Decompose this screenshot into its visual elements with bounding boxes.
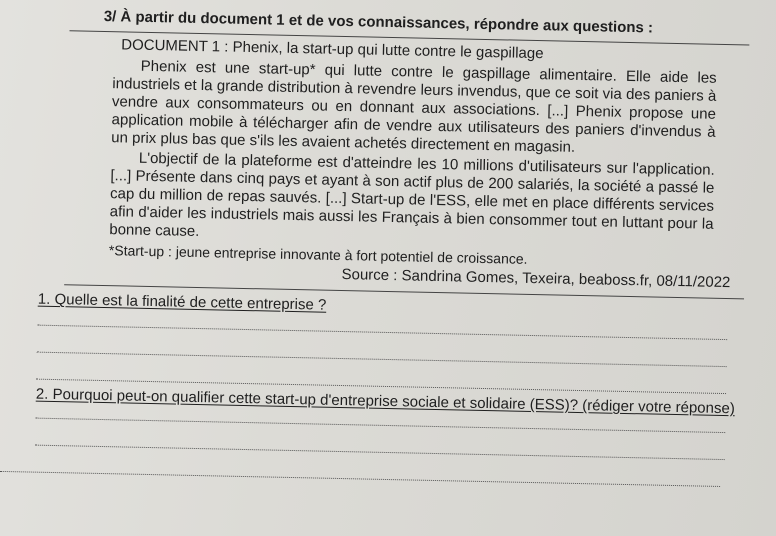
answer-line[interactable] [37,352,727,367]
answer-line[interactable] [35,418,725,433]
document-paragraph-1: Phenix est une start-up* qui lutte contre le gaspillage alimentaire. Elle aide les industriels et la grande distribution à revendre leurs invendus, que ce soit via des paniers à vendre aux consommateurs ou en donnant aux associations. [...] Phenix propose une application mobile à télécharger afin de vendre aux utilisateurs des paniers d'invendus à un prix plus bas que s'ils les avaient achetés directement en magasin. [111,57,717,156]
document-source: Source : Sandrina Gomes, Texeira, beaboss.fr, 08/11/2022 [341,266,731,292]
footnote-startup-definition: *Start-up : jeune entreprise innovante à fort potentiel de croissance. [108,242,528,267]
document-title: DOCUMENT 1 : Phenix, la start-up qui lutte contre le gaspillage [121,36,544,63]
document-paragraph-2: L'objectif de la plateforme est d'atteindre les 10 millions d'utilisateurs sur l'application. [...] Présente dans cinq pays et ayant à son actif plus de 200 salariés, la société a passé le cap du million de repas sauvés. [...] Start-up de l'ESS, elle met en place différents services afin d'aider les industriels mais aussi les Français à bien consommer tout en luttant pour la bonne cause. [109,149,715,241]
answer-line[interactable] [35,445,725,460]
question-2-text: 2. Pourquoi peut-on qualifier cette start-up d'entreprise sociale et solidaire (ESS)? (rédiger votre réponse) [35,385,735,418]
worksheet-content [0,6,760,488]
question-1-text: 1. Quelle est la finalité de cette entreprise ? [37,290,327,314]
document-box [64,30,749,299]
answer-line[interactable] [0,471,720,487]
question-heading: 3/ À partir du document 1 et de vos connaissances, répondre aux questions : [103,7,654,37]
answer-line[interactable] [37,325,727,340]
